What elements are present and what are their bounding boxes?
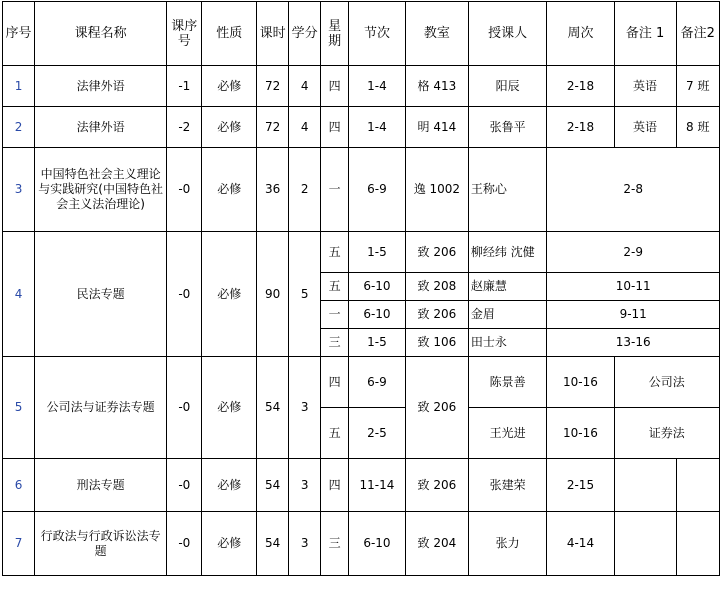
cell-period: 11-14 <box>349 459 406 512</box>
cell-course-name: 刑法专题 <box>35 459 167 512</box>
cell-weeks: 2-9 <box>547 232 720 273</box>
cell-period: 6-10 <box>349 273 406 301</box>
header-note1: 备注 1 <box>614 2 676 66</box>
cell-teacher: 阳辰 <box>468 66 547 107</box>
cell-room: 致 206 <box>405 357 468 459</box>
cell-room: 致 208 <box>405 273 468 301</box>
header-note2: 备注2 <box>676 2 719 66</box>
cell-credit: 2 <box>289 148 321 232</box>
cell-period: 6-9 <box>349 148 406 232</box>
cell-note: 公司法 <box>614 357 719 408</box>
cell-course-name: 公司法与证券法专题 <box>35 357 167 459</box>
cell-weeks: 13-16 <box>547 329 720 357</box>
cell-room: 致 206 <box>405 301 468 329</box>
cell-credit: 3 <box>289 459 321 512</box>
cell-note1 <box>614 459 676 512</box>
table-row <box>3 148 720 232</box>
cell-course-order: -0 <box>167 148 202 232</box>
cell-period: 1-5 <box>349 329 406 357</box>
cell-type: 必修 <box>202 148 257 232</box>
header-course-name: 课程名称 <box>35 2 167 66</box>
cell-period: 1-5 <box>349 232 406 273</box>
cell-day: 五 <box>321 408 349 459</box>
cell-seq: 6 <box>3 459 35 512</box>
cell-room: 格 413 <box>405 66 468 107</box>
header-day: 星期 <box>321 2 349 66</box>
cell-course-name: 法律外语 <box>35 66 167 107</box>
cell-room: 明 414 <box>405 107 468 148</box>
cell-course-order: -0 <box>167 459 202 512</box>
cell-seq: 7 <box>3 512 35 576</box>
cell-credit: 4 <box>289 66 321 107</box>
cell-room: 逸 1002 <box>405 148 468 232</box>
header-row <box>3 2 720 66</box>
cell-course-order: -2 <box>167 107 202 148</box>
cell-day: 三 <box>321 512 349 576</box>
cell-teacher: 金眉 <box>468 301 547 329</box>
table-row <box>3 232 720 273</box>
cell-hours: 54 <box>257 459 289 512</box>
cell-day: 五 <box>321 273 349 301</box>
table-row <box>3 512 720 576</box>
cell-teacher: 张力 <box>468 512 547 576</box>
cell-credit: 5 <box>289 232 321 357</box>
cell-type: 必修 <box>202 107 257 148</box>
cell-weeks: 10-16 <box>547 408 614 459</box>
header-seq: 序号 <box>3 2 35 66</box>
cell-day: 四 <box>321 66 349 107</box>
header-type: 性质 <box>202 2 257 66</box>
cell-course-name: 中国特色社会主义理论与实践研究(中国特色社会主义法治理论) <box>35 148 167 232</box>
cell-course-order: -0 <box>167 357 202 459</box>
cell-course-name: 民法专题 <box>35 232 167 357</box>
cell-weeks: 4-14 <box>547 512 614 576</box>
table-row <box>3 66 720 107</box>
header-course-order: 课序号 <box>167 2 202 66</box>
cell-note2 <box>676 512 719 576</box>
header-period: 节次 <box>349 2 406 66</box>
cell-credit: 3 <box>289 357 321 459</box>
cell-room: 致 106 <box>405 329 468 357</box>
cell-course-name: 法律外语 <box>35 107 167 148</box>
cell-hours: 36 <box>257 148 289 232</box>
cell-weeks: 10-16 <box>547 357 614 408</box>
cell-day: 五 <box>321 232 349 273</box>
cell-note2: 7 班 <box>676 66 719 107</box>
cell-period: 6-10 <box>349 301 406 329</box>
cell-teacher: 张建荣 <box>468 459 547 512</box>
cell-seq: 5 <box>3 357 35 459</box>
cell-day: 四 <box>321 107 349 148</box>
cell-teacher: 赵廉慧 <box>468 273 547 301</box>
cell-type: 必修 <box>202 459 257 512</box>
cell-type: 必修 <box>202 232 257 357</box>
cell-room: 致 206 <box>405 232 468 273</box>
cell-course-order: -0 <box>167 232 202 357</box>
cell-room: 致 204 <box>405 512 468 576</box>
cell-weeks: 2-18 <box>547 107 614 148</box>
header-teacher: 授课人 <box>468 2 547 66</box>
table-row <box>3 357 720 408</box>
cell-course-order: -0 <box>167 512 202 576</box>
cell-period: 1-4 <box>349 107 406 148</box>
cell-note1: 英语 <box>614 107 676 148</box>
cell-seq: 2 <box>3 107 35 148</box>
cell-weeks: 10-11 <box>547 273 720 301</box>
cell-course-order: -1 <box>167 66 202 107</box>
cell-teacher: 田士永 <box>468 329 547 357</box>
table-row <box>3 459 720 512</box>
header-room: 教室 <box>405 2 468 66</box>
cell-note1: 英语 <box>614 66 676 107</box>
course-schedule-table <box>2 1 720 576</box>
cell-note2 <box>676 459 719 512</box>
cell-seq: 1 <box>3 66 35 107</box>
header-credit: 学分 <box>289 2 321 66</box>
table-row <box>3 107 720 148</box>
cell-weeks: 2-18 <box>547 66 614 107</box>
cell-period: 2-5 <box>349 408 406 459</box>
cell-hours: 72 <box>257 66 289 107</box>
cell-seq: 4 <box>3 232 35 357</box>
cell-teacher: 王光进 <box>468 408 547 459</box>
cell-course-name: 行政法与行政诉讼法专题 <box>35 512 167 576</box>
cell-room: 致 206 <box>405 459 468 512</box>
cell-hours: 54 <box>257 357 289 459</box>
cell-credit: 4 <box>289 107 321 148</box>
cell-day: 一 <box>321 148 349 232</box>
cell-teacher: 张鲁平 <box>468 107 547 148</box>
cell-weeks: 9-11 <box>547 301 720 329</box>
cell-period: 6-10 <box>349 512 406 576</box>
cell-hours: 72 <box>257 107 289 148</box>
cell-note2: 8 班 <box>676 107 719 148</box>
header-weeks: 周次 <box>547 2 614 66</box>
cell-note: 证券法 <box>614 408 719 459</box>
cell-period: 1-4 <box>349 66 406 107</box>
cell-day: 四 <box>321 357 349 408</box>
cell-hours: 54 <box>257 512 289 576</box>
cell-type: 必修 <box>202 512 257 576</box>
cell-type: 必修 <box>202 357 257 459</box>
cell-teacher: 柳经纬 沈健 <box>468 232 547 273</box>
header-hours: 课时 <box>257 2 289 66</box>
cell-day: 一 <box>321 301 349 329</box>
cell-type: 必修 <box>202 66 257 107</box>
cell-day: 四 <box>321 459 349 512</box>
cell-credit: 3 <box>289 512 321 576</box>
cell-hours: 90 <box>257 232 289 357</box>
cell-teacher: 王称心 <box>468 148 547 232</box>
cell-day: 三 <box>321 329 349 357</box>
cell-teacher: 陈景善 <box>468 357 547 408</box>
cell-weeks: 2-8 <box>547 148 720 232</box>
cell-period: 6-9 <box>349 357 406 408</box>
cell-weeks: 2-15 <box>547 459 614 512</box>
cell-note1 <box>614 512 676 576</box>
cell-seq: 3 <box>3 148 35 232</box>
